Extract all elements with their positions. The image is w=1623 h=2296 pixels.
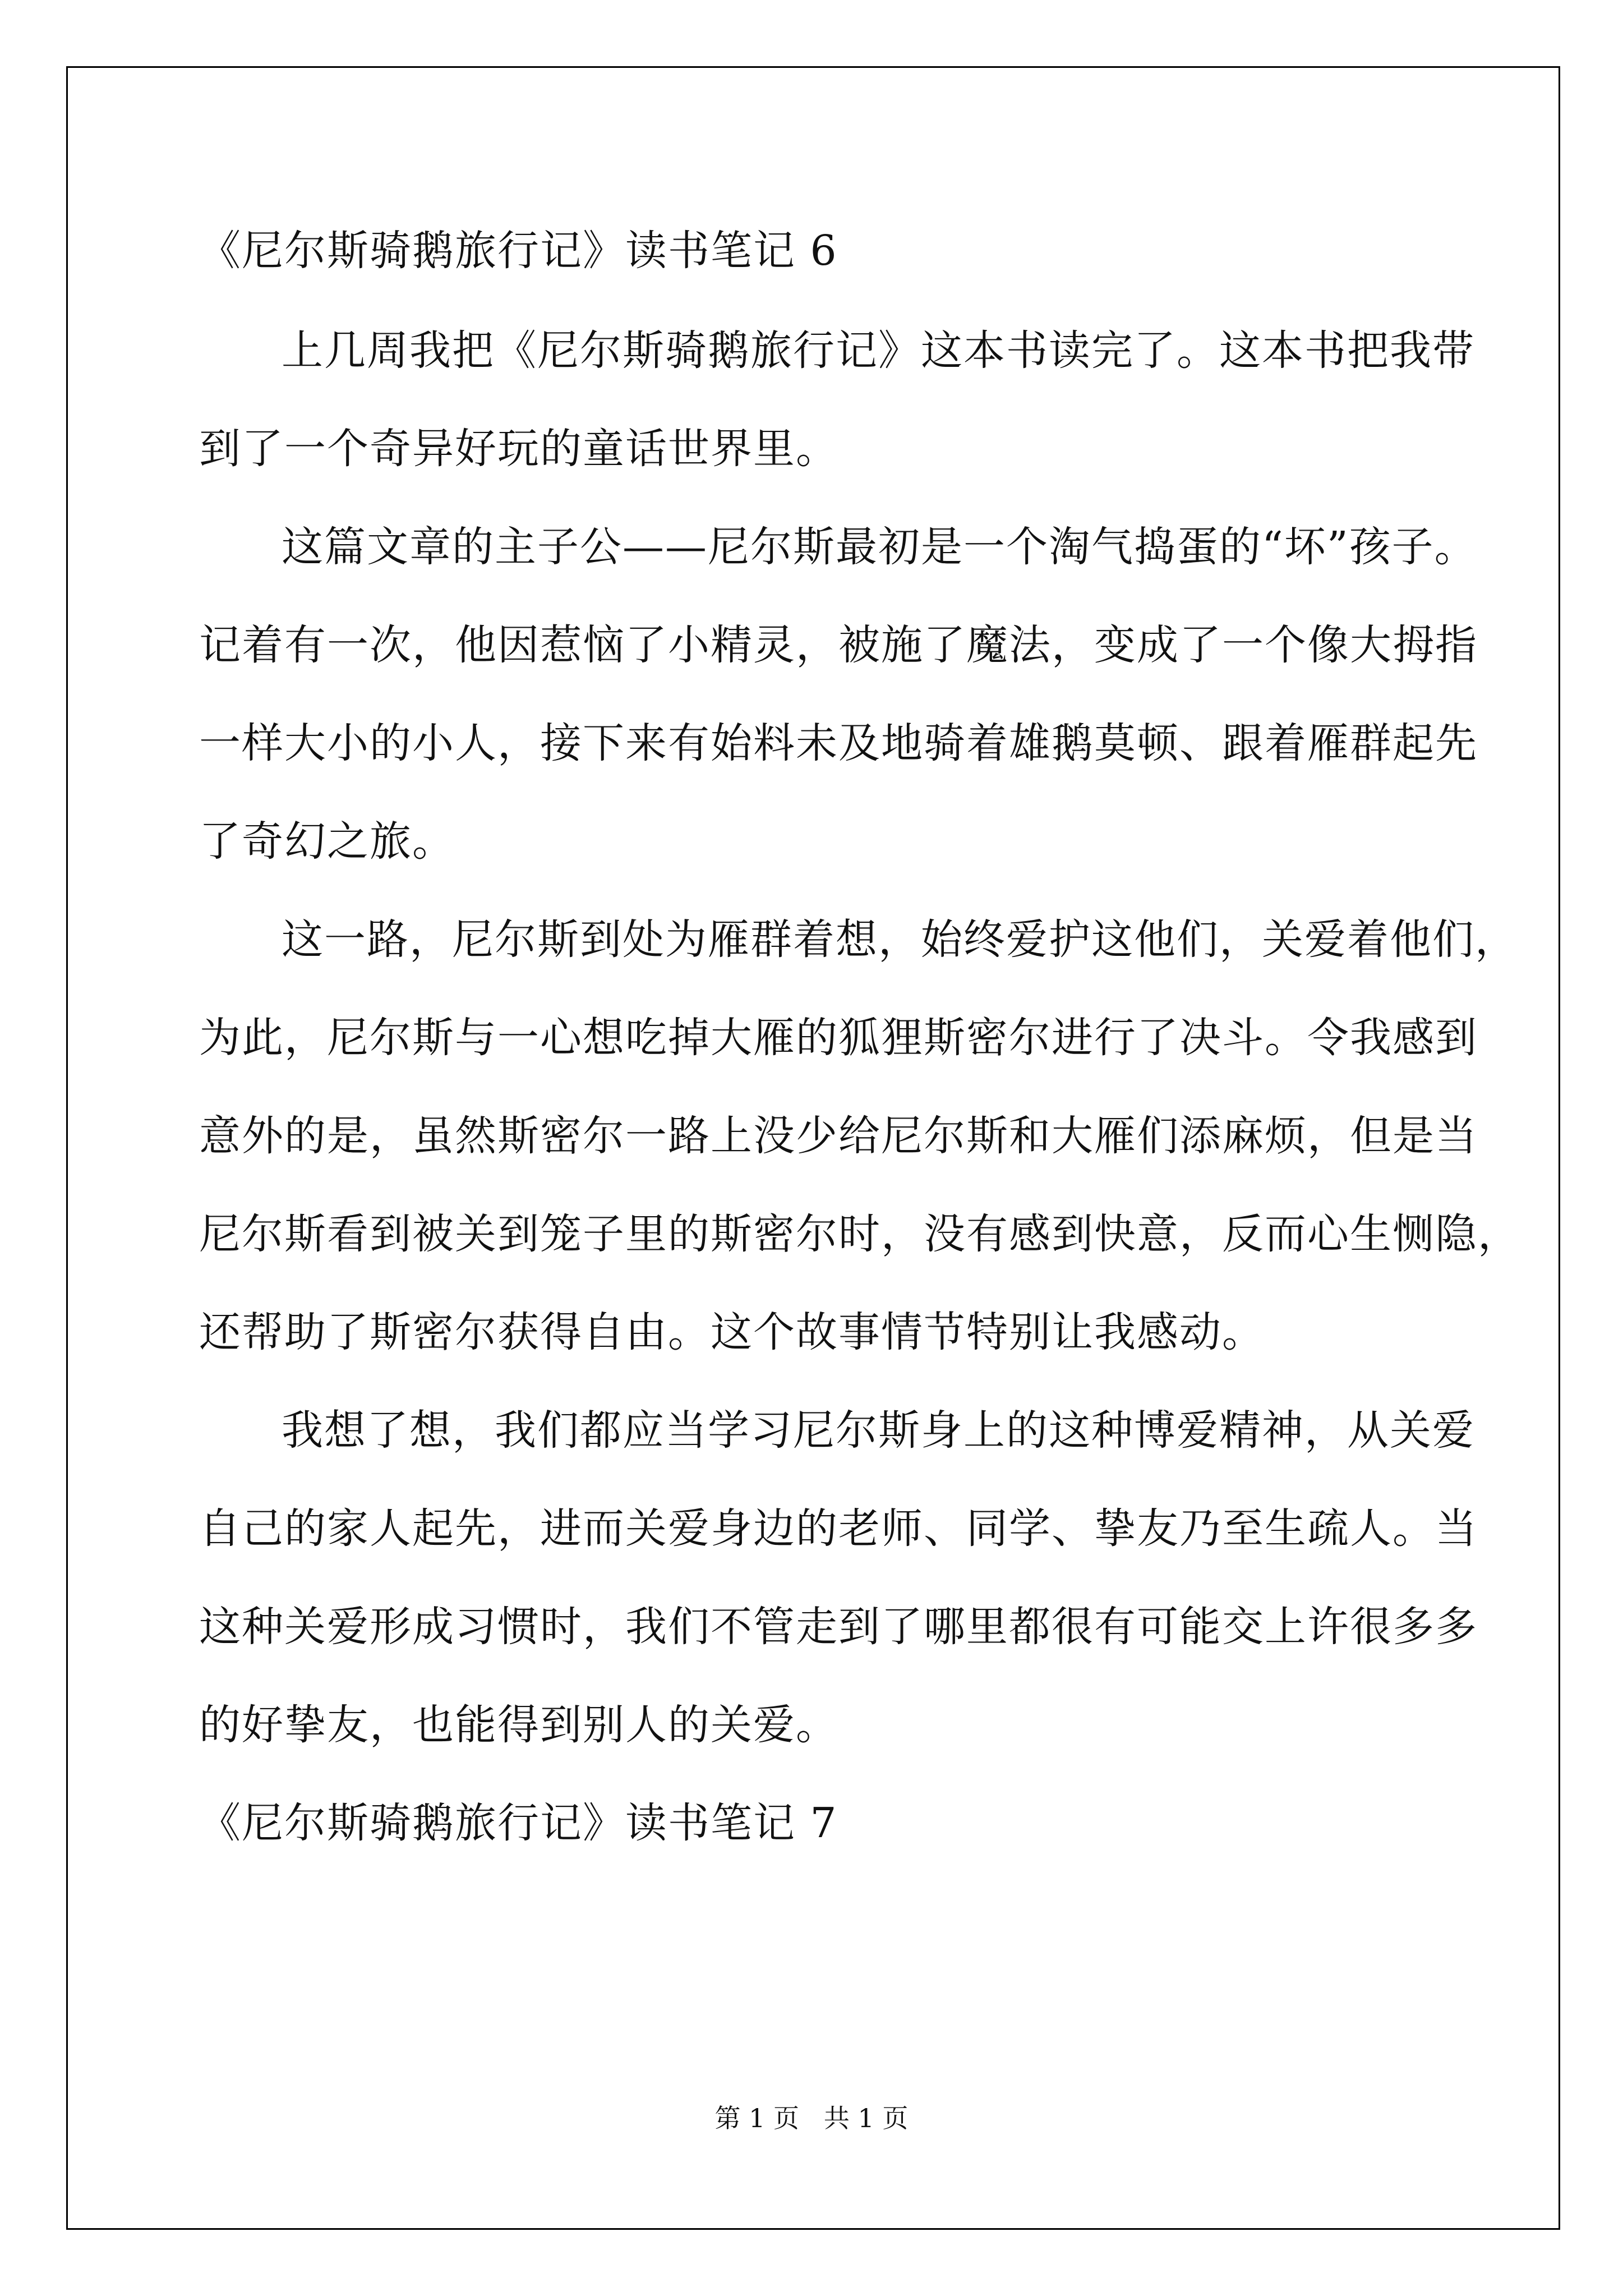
paragraph-line: 意外的是，虽然斯密尔一路上没少给尼尔斯和大雁们添麻烦，但是当 xyxy=(199,1112,1478,1160)
paragraph-line: 为此，尼尔斯与一心想吃掉大雁的狐狸斯密尔进行了决斗。令我感到 xyxy=(199,1014,1478,1062)
paragraph-line: 记着有一次，他因惹恼了小精灵，被施了魔法，变成了一个像大拇指 xyxy=(199,621,1478,669)
paragraph-line: 这种关爱形成习惯时，我们不管走到了哪里都很有可能交上许很多多 xyxy=(199,1603,1478,1651)
paragraph-line: 的好挚友，也能得到别人的关爱。 xyxy=(199,1701,838,1749)
paragraph-line: 到了一个奇异好玩的童话世界里。 xyxy=(199,425,838,473)
paragraph-line: 自己的家人起先，进而关爱身边的老师、同学、挚友乃至生疏人。当 xyxy=(199,1504,1478,1553)
section-heading: 《尼尔斯骑鹅旅行记》读书笔记 7 xyxy=(199,1799,838,1847)
paragraph-line: 这篇文章的主子公——尼尔斯最初是一个淘气捣蛋的“坏”孩子。 xyxy=(282,523,1477,571)
paragraph-line: 尼尔斯看到被关到笼子里的斯密尔时，没有感到快意，反而心生恻隐， xyxy=(199,1210,1520,1258)
paragraph-line: 我想了想，我们都应当学习尼尔斯身上的这种博爱精神，从关爱 xyxy=(282,1406,1475,1455)
paragraph-line: 还帮助了斯密尔获得自由。这个故事情节特别让我感动。 xyxy=(199,1308,1265,1356)
section-heading: 《尼尔斯骑鹅旅行记》读书笔记 6 xyxy=(199,227,838,275)
paragraph-line: 了奇幻之旅。 xyxy=(199,817,455,866)
paragraph-line: 一样大小的小人，接下来有始料未及地骑着雄鹅莫顿、跟着雁群起先 xyxy=(199,719,1478,767)
page-number-footer: 第 1 页 共 1 页 xyxy=(714,2103,909,2133)
paragraph-line: 上几周我把《尼尔斯骑鹅旅行记》这本书读完了。这本书把我带 xyxy=(282,326,1475,375)
paragraph-line: 这一路，尼尔斯到处为雁群着想，始终爱护这他们，关爱着他们， xyxy=(282,915,1518,964)
